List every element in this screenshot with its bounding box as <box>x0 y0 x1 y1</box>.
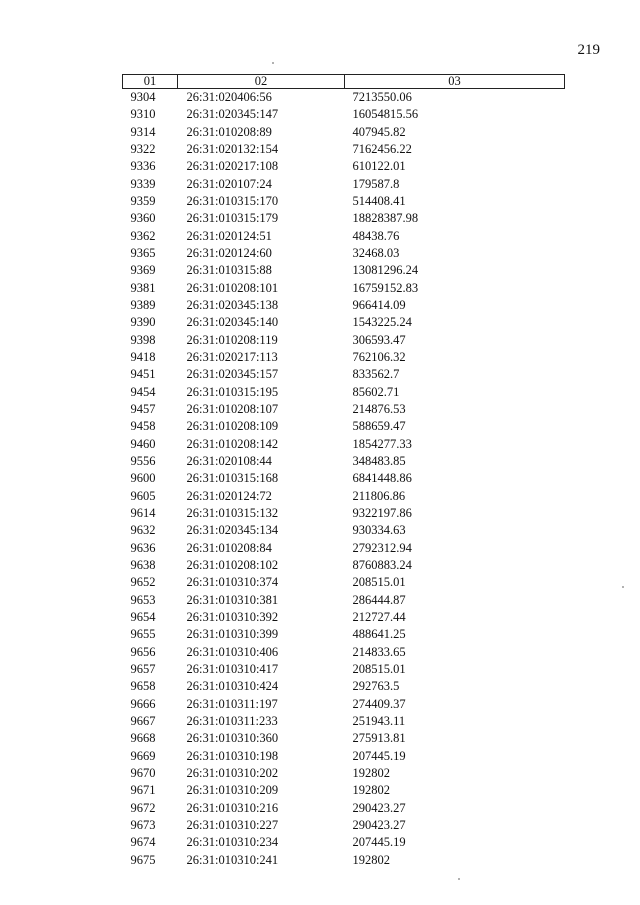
cell-cadastral-number: 26:31:010310:227 <box>186 817 279 832</box>
cell-id: 9605 <box>130 488 156 503</box>
cell-id: 9322 <box>130 142 156 157</box>
cell-cadastral-number: 26:31:010315:170 <box>186 194 279 209</box>
cell-value: 192802 <box>352 852 390 867</box>
cell-value: 16054815.56 <box>352 107 419 122</box>
cell-id: 9669 <box>130 748 156 763</box>
cell-cadastral-number: 26:31:010208:142 <box>186 436 279 451</box>
column-header-02: 02 <box>178 75 345 89</box>
cell-value: 610122.01 <box>352 159 406 174</box>
cell-value: 179587.8 <box>352 176 400 191</box>
cell-cadastral-number: 26:31:010311:233 <box>186 713 278 728</box>
table-row <box>123 695 565 712</box>
cell-id: 9304 <box>130 90 156 105</box>
cell-id: 9638 <box>130 558 156 573</box>
cell-id: 9654 <box>130 610 156 624</box>
cell-cadastral-number: 26:31:010315:132 <box>186 506 279 521</box>
cell-id: 9460 <box>130 436 156 451</box>
cell-value: 286444.87 <box>352 592 406 607</box>
cell-cadastral-number: 26:31:020217:113 <box>186 350 278 365</box>
table-row <box>123 678 565 695</box>
table-row <box>123 106 565 123</box>
cell-value: 208515.01 <box>352 661 406 676</box>
cell-id: 9362 <box>130 228 156 243</box>
cell-id: 9369 <box>130 263 156 278</box>
cell-value: 348483.85 <box>352 454 406 469</box>
cell-value: 207445.19 <box>352 835 406 850</box>
table-row <box>123 332 565 349</box>
cell-id: 9600 <box>130 471 156 486</box>
cell-cadastral-number: 26:31:010208:84 <box>186 540 272 555</box>
cell-id: 9360 <box>130 211 156 226</box>
cell-id: 9451 <box>130 367 156 382</box>
cell-cadastral-number: 26:31:010311:197 <box>186 696 278 711</box>
cell-cadastral-number: 26:31:010315:195 <box>186 384 279 399</box>
cell-id: 9314 <box>130 124 156 139</box>
cell-cadastral-number: 26:31:010315:168 <box>186 471 279 486</box>
table-row <box>123 574 565 591</box>
table-row <box>123 851 565 868</box>
cell-value: 306593.47 <box>352 332 406 347</box>
table-row <box>123 245 565 262</box>
table-row <box>123 176 565 193</box>
cell-id: 9398 <box>130 332 156 347</box>
table-row <box>123 366 565 383</box>
table-row <box>123 592 565 609</box>
cell-cadastral-number: 26:31:020107:24 <box>186 176 272 191</box>
cell-id: 9666 <box>130 696 156 711</box>
table-row <box>123 713 565 730</box>
header-row <box>123 75 565 89</box>
cell-id: 9671 <box>130 783 156 798</box>
column-header-01: 01 <box>123 75 178 89</box>
table-row <box>123 314 565 331</box>
cell-value: 290423.27 <box>352 800 406 815</box>
table-row <box>123 418 565 435</box>
cell-value: 290423.27 <box>352 817 406 832</box>
cell-cadastral-number: 26:31:010208:119 <box>186 332 278 347</box>
cell-value: 212727.44 <box>352 610 406 624</box>
cell-cadastral-number: 26:31:010310:406 <box>186 644 279 659</box>
cell-cadastral-number: 26:31:020124:60 <box>186 246 272 261</box>
table-row <box>123 124 565 141</box>
cell-id: 9632 <box>130 523 156 538</box>
cell-value: 18828387.98 <box>352 211 419 226</box>
cell-id: 9556 <box>130 454 156 469</box>
cell-cadastral-number: 26:31:010310:202 <box>186 765 279 780</box>
cell-id: 9339 <box>130 176 156 191</box>
cell-cadastral-number: 26:31:020108:44 <box>186 454 272 469</box>
cell-cadastral-number: 26:31:010208:102 <box>186 558 279 573</box>
table-row <box>123 557 565 574</box>
scan-speck <box>622 586 624 588</box>
table-row <box>123 280 565 297</box>
cell-id: 9336 <box>130 159 156 174</box>
cell-cadastral-number: 26:31:010208:89 <box>186 124 272 139</box>
cell-cadastral-number: 26:31:010315:179 <box>186 211 279 226</box>
cell-value: 407945.82 <box>352 124 406 139</box>
table-body <box>123 89 565 869</box>
cell-cadastral-number: 26:31:020345:134 <box>186 523 279 538</box>
cell-cadastral-number: 26:31:010310:216 <box>186 800 279 815</box>
cell-value: 214876.53 <box>352 402 406 417</box>
cell-value: 207445.19 <box>352 748 406 763</box>
table-row <box>123 228 565 245</box>
cell-cadastral-number: 26:31:010310:417 <box>186 661 279 676</box>
cell-cadastral-number: 26:31:010310:381 <box>186 592 279 607</box>
cell-id: 9389 <box>130 298 156 313</box>
cell-value: 762106.32 <box>352 350 406 365</box>
cell-cadastral-number: 26:31:020124:51 <box>186 228 272 243</box>
cell-id: 9457 <box>130 402 156 417</box>
cell-id: 9656 <box>130 644 156 659</box>
table-row <box>123 540 565 557</box>
table-row <box>123 765 565 782</box>
table-row <box>123 817 565 834</box>
cell-id: 9418 <box>130 350 156 365</box>
table-row <box>123 210 565 227</box>
cell-value: 13081296.24 <box>352 263 419 278</box>
cell-cadastral-number: 26:31:010310:198 <box>186 748 279 763</box>
table-row <box>123 384 565 401</box>
table-row <box>123 782 565 799</box>
cell-id: 9675 <box>130 852 156 867</box>
cell-id: 9365 <box>130 246 156 261</box>
table-row <box>123 158 565 175</box>
cell-value: 85602.71 <box>352 384 400 399</box>
cell-value: 275913.81 <box>352 731 406 746</box>
table-row <box>123 262 565 279</box>
cell-cadastral-number: 26:31:010315:88 <box>186 263 272 278</box>
cell-value: 1854277.33 <box>352 436 412 451</box>
cell-value: 16759152.83 <box>352 280 419 295</box>
table-row <box>123 436 565 453</box>
cell-cadastral-number: 26:31:020345:147 <box>186 107 279 122</box>
cell-cadastral-number: 26:31:010310:234 <box>186 835 279 850</box>
cell-cadastral-number: 26:31:010310:241 <box>186 852 279 867</box>
cell-value: 274409.37 <box>352 696 406 711</box>
cell-cadastral-number: 26:31:010310:399 <box>186 627 279 642</box>
table-row <box>123 730 565 747</box>
cell-id: 9390 <box>130 315 156 330</box>
cell-cadastral-number: 26:31:020406:56 <box>186 90 272 105</box>
table-row <box>123 453 565 470</box>
cell-cadastral-number: 26:31:010310:209 <box>186 783 279 798</box>
cell-cadastral-number: 26:31:010208:107 <box>186 402 279 417</box>
cell-id: 9673 <box>130 817 156 832</box>
cell-value: 1543225.24 <box>352 315 412 330</box>
cell-value: 9322197.86 <box>352 506 412 521</box>
cell-cadastral-number: 26:31:020345:138 <box>186 298 279 313</box>
cell-cadastral-number: 26:31:010310:392 <box>186 610 279 624</box>
cell-id: 9636 <box>130 540 156 555</box>
cell-value: 8760883.24 <box>352 558 412 573</box>
table-row <box>123 609 565 626</box>
column-header-03: 03 <box>345 75 565 89</box>
cell-value: 292763.5 <box>352 679 400 694</box>
cell-value: 2792312.94 <box>352 540 412 555</box>
table-row <box>123 470 565 487</box>
cell-cadastral-number: 26:31:020132:154 <box>186 142 279 157</box>
table-row <box>123 505 565 522</box>
table-row <box>123 522 565 539</box>
table-row <box>123 297 565 314</box>
cell-cadastral-number: 26:31:010310:424 <box>186 679 279 694</box>
cell-value: 833562.7 <box>352 367 400 382</box>
cell-id: 9458 <box>130 419 156 434</box>
table-row <box>123 799 565 816</box>
scan-speck <box>458 878 460 880</box>
cell-cadastral-number: 26:31:020345:140 <box>186 315 279 330</box>
table-row <box>123 141 565 158</box>
cell-id: 9655 <box>130 627 156 642</box>
cell-value: 6841448.86 <box>352 471 412 486</box>
cell-value: 7162456.22 <box>352 142 412 157</box>
cell-cadastral-number: 26:31:010310:374 <box>186 575 279 590</box>
cell-id: 9614 <box>130 506 156 521</box>
cell-value: 214833.65 <box>352 644 406 659</box>
page-number: 219 <box>577 42 600 58</box>
cell-value: 211806.86 <box>352 488 406 503</box>
table-row <box>123 89 565 107</box>
cell-id: 9668 <box>130 731 156 746</box>
table-row <box>123 644 565 661</box>
cell-id: 9381 <box>130 280 156 295</box>
table-header <box>123 75 565 89</box>
table-row <box>123 488 565 505</box>
table-row <box>123 349 565 366</box>
cell-id: 9454 <box>130 384 156 399</box>
cell-id: 9653 <box>130 592 156 607</box>
data-table <box>122 74 565 869</box>
cell-value: 588659.47 <box>352 419 406 434</box>
cell-cadastral-number: 26:31:020345:157 <box>186 367 279 382</box>
table-row <box>123 834 565 851</box>
cell-value: 251943.11 <box>352 713 406 728</box>
cell-id: 9657 <box>130 661 156 676</box>
cell-cadastral-number: 26:31:010208:101 <box>186 280 279 295</box>
cell-value: 7213550.06 <box>352 90 412 105</box>
cell-id: 9652 <box>130 575 156 590</box>
table-row <box>123 747 565 764</box>
cell-value: 966414.09 <box>352 298 406 313</box>
cell-value: 208515.01 <box>352 575 406 590</box>
cell-id: 9310 <box>130 107 156 122</box>
cell-id: 9359 <box>130 194 156 209</box>
table-row <box>123 661 565 678</box>
cell-id: 9670 <box>130 765 156 780</box>
cell-id: 9674 <box>130 835 156 850</box>
cell-cadastral-number: 26:31:020124:72 <box>186 488 272 503</box>
cell-id: 9667 <box>130 713 156 728</box>
table-row <box>123 193 565 210</box>
cell-cadastral-number: 26:31:020217:108 <box>186 159 279 174</box>
scan-speck <box>272 62 274 64</box>
cell-id: 9658 <box>130 679 156 694</box>
table-row <box>123 626 565 643</box>
cell-value: 192802 <box>352 765 390 780</box>
cell-id: 9672 <box>130 800 156 815</box>
cell-value: 48438.76 <box>352 228 400 243</box>
cell-value: 514408.41 <box>352 194 406 209</box>
table-row <box>123 401 565 418</box>
cell-cadastral-number: 26:31:010208:109 <box>186 419 279 434</box>
cell-value: 192802 <box>352 783 390 798</box>
cell-value: 488641.25 <box>352 627 406 642</box>
cell-value: 32468.03 <box>352 246 400 261</box>
cell-value: 930334.63 <box>352 523 406 538</box>
cell-cadastral-number: 26:31:010310:360 <box>186 731 279 746</box>
